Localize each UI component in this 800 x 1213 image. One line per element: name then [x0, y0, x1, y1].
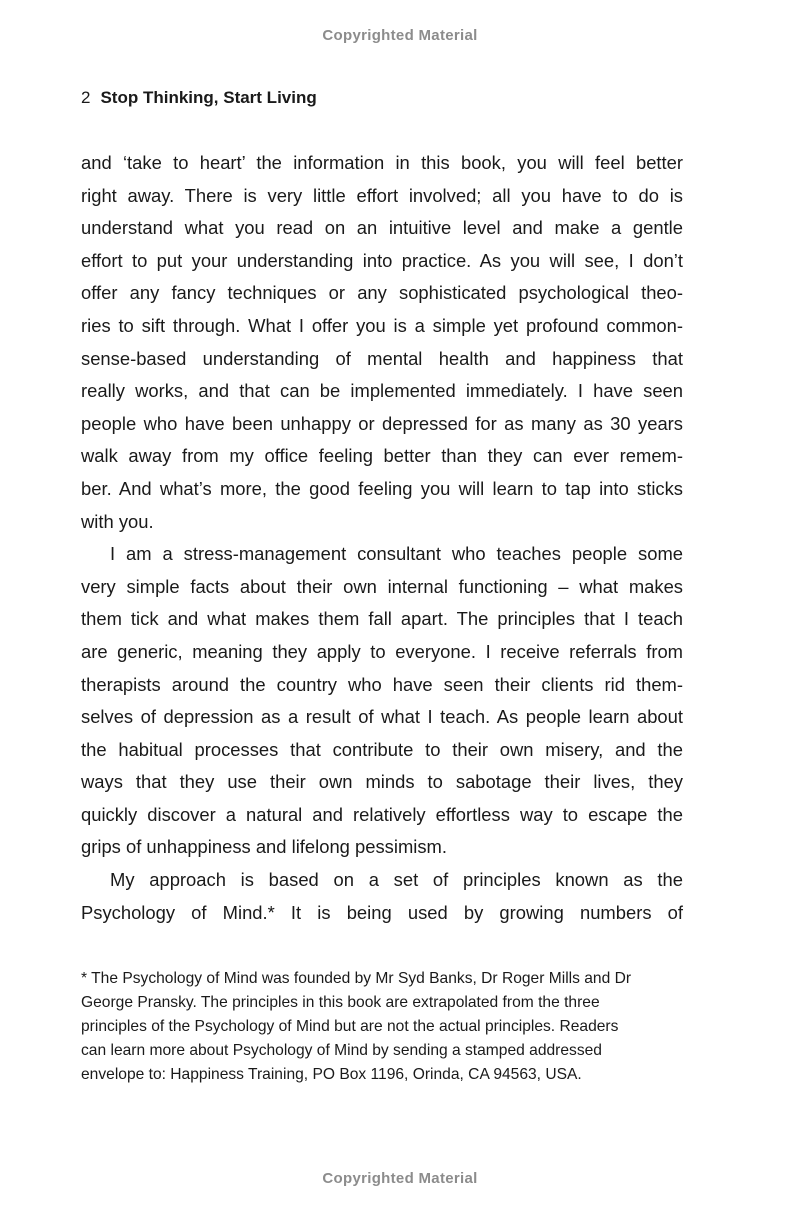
body-line: very simple facts about their own internal functioning – what makes [81, 575, 683, 597]
body-text [81, 147, 683, 929]
body-line: the habitual processes that contribute to their own misery, and the [81, 738, 683, 760]
body-line: ways that they use their own minds to sabotage their lives, they [81, 771, 683, 793]
page-number: 2 [81, 88, 91, 107]
footnote-line: * The Psychology of Mind was founded by Mr Syd Banks, Dr Roger Mills and Dr [81, 970, 632, 987]
footnote-line: principles of the Psychology of Mind but are not the actual principles. Readers [81, 1018, 619, 1035]
body-line: people who have been unhappy or depressed for as many as 30 years [81, 412, 683, 434]
footnote [81, 967, 683, 1087]
body-line: sense-based understanding of mental health and happiness that [81, 347, 683, 369]
body-line: My approach is based on a set of principles known as the [110, 869, 683, 891]
body-line: ber. And what’s more, the good feeling you will learn to tap into sticks [81, 477, 683, 499]
running-header [81, 88, 317, 108]
body-line: quickly discover a natural and relatively effortless way to escape the [81, 803, 683, 825]
body-line: Psychology of Mind.* It is being used by growing numbers of [81, 901, 683, 923]
footnote-line: envelope to: Happiness Training, PO Box 1196, Orinda, CA 94563, USA. [81, 1066, 582, 1083]
body-line: grips of unhappiness and lifelong pessimism. [81, 836, 447, 858]
body-line: effort to put your understanding into practice. As you will see, I don’t [81, 249, 683, 271]
copyright-watermark-bottom: Copyrighted Material [322, 1170, 478, 1187]
body-line: really works, and that can be implemented immediately. I have seen [81, 380, 683, 402]
footnote-line: George Pransky. The principles in this book are extrapolated from the three [81, 994, 600, 1011]
body-line: ries to sift through. What I offer you is a simple yet profound common- [81, 314, 683, 336]
body-line: are generic, meaning they apply to everyone. I receive referrals from [81, 640, 683, 662]
body-line: therapists around the country who have seen their clients rid them- [81, 673, 683, 695]
body-line: right away. There is very little effort involved; all you have to do is [81, 184, 683, 206]
body-line: and ‘take to heart’ the information in this book, you will feel better [81, 152, 683, 173]
body-line: them tick and what makes them fall apart. The principles that I teach [81, 608, 683, 630]
copyright-watermark-top: Copyrighted Material [322, 27, 478, 44]
body-line: with you. [81, 510, 154, 532]
body-line: selves of depression as a result of what I teach. As people learn about [81, 706, 683, 728]
body-line: I am a stress-management consultant who teaches people some [110, 543, 683, 565]
body-line: understand what you read on an intuitive level and make a gentle [81, 217, 683, 239]
body-line: walk away from my office feeling better than they can ever remem- [81, 445, 683, 467]
body-line: offer any fancy techniques or any sophisticated psychological theo- [81, 282, 683, 304]
book-title: Stop Thinking, Start Living [100, 88, 317, 107]
footnote-line: can learn more about Psychology of Mind by sending a stamped addressed [81, 1042, 602, 1059]
